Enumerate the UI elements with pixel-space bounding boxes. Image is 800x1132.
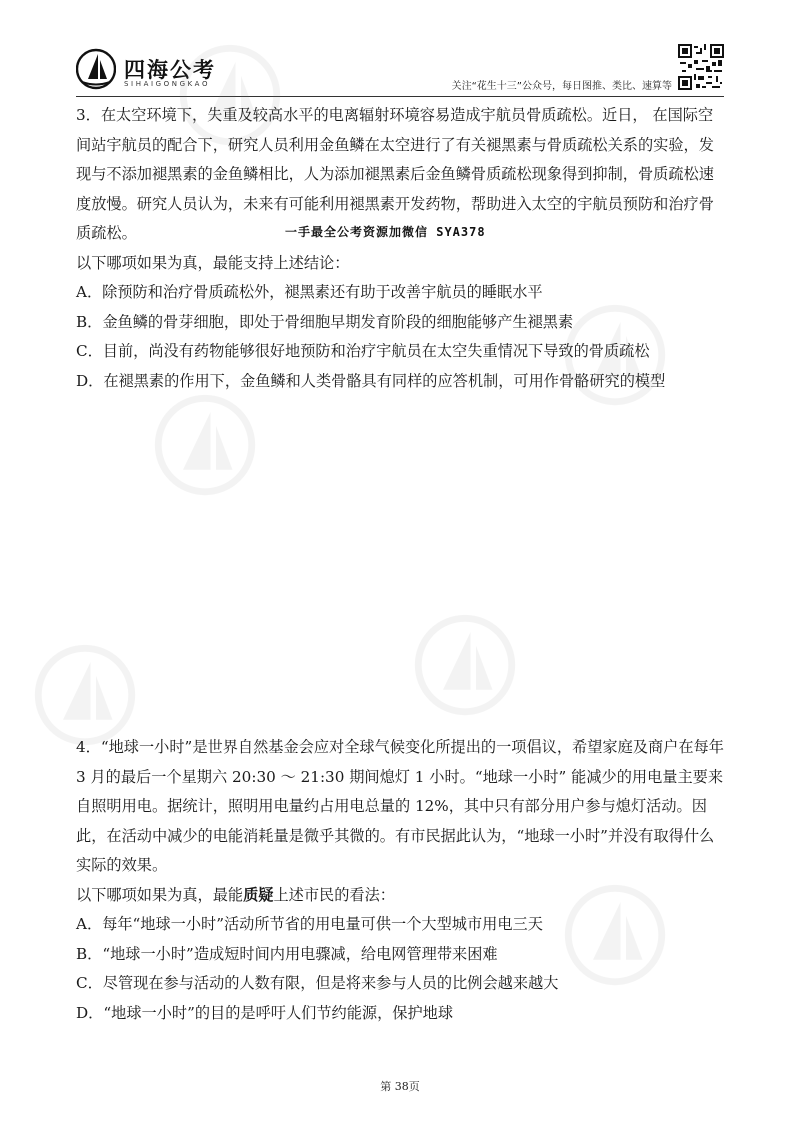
question-4: [76, 733, 726, 1028]
logo-subtitle: SIHAIGONGKAO: [124, 80, 211, 88]
page-number: 第 38页: [380, 1080, 420, 1093]
sail-logo-icon: [76, 46, 116, 92]
header-note: 关注“花生十三”公众号，每日图推、类比、速算等: [451, 81, 672, 92]
question-3-option-b: B．金鱼鳞的骨芽细胞，即处于骨细胞早期发育阶段的细胞能够产生褪黑素: [76, 312, 574, 331]
question-4-prompt: [76, 881, 726, 911]
watermark-logo-icon: [150, 390, 260, 500]
question-4-option-a: A．每年“地球一小时”活动所节省的用电量可供一个大型城市用电三天: [76, 915, 543, 933]
promo-text: 一手最全公考资源加微信 SYA378: [285, 225, 486, 239]
question-4-prompt-emphasis: 质疑: [243, 885, 274, 904]
question-3-prompt: 以下哪项如果为真，最能支持上述结论：: [76, 253, 350, 272]
question-4-option-c: C．尽管现在参与活动的人数有限，但是将来参与人员的比例会越来越大: [76, 974, 559, 992]
question-3: [76, 101, 726, 396]
logo-text: 四海公考: [124, 58, 216, 82]
question-3-option-a: A．除预防和治疗骨质疏松外，褪黑素还有助于改善宇航员的睡眠水平: [76, 283, 543, 301]
watermark-logo-icon: [410, 610, 520, 720]
header-rule: [76, 96, 724, 97]
question-4-prompt-before: 以下哪项如果为真，最能: [76, 885, 244, 904]
question-3-stem: 3．在太空环境下，失重及较高水平的电离辐射环境容易造成宇航员骨质疏松。近日， 在国际空间站宇航员的配合下，研究人员利用金鱼鳞在太空进行了有关褪黑素与骨质疏松关系的实验，发现与不添加褪黑素的金鱼鳞相比，人为添加褪黑素后金鱼鳞骨质疏松现象得到抑制，骨质疏松速度放慢。研究人员认为，未来有可能利用褪黑素开发药物，帮助进入太空的宇航员预防和治疗骨质疏松。: [76, 106, 714, 242]
question-4-option-d: D．“地球一小时”的目的是呼吁人们节约能源，保护地球: [76, 1003, 454, 1022]
question-4-stem: 4．“地球一小时”是世界自然基金会应对全球气候变化所提出的一项倡议，希望家庭及商户在每年 3 月的最后一个星期六 20:30 ～ 21:30 期间熄灯 1 小时。“地球一小时” 能减少的用电量主要来自照明用电。据统计，照明用电量约占用电总量的 12%，其中只有部分用户参与熄灯活动。因此，在活动中减少的电能消耗量是微乎其微的。有市民据此认为，“地球一小时”并没有取得什么实际的效果。: [76, 738, 724, 874]
question-3-option-d: D．在褪黑素的作用下，金鱼鳞和人类骨骼具有同样的应答机制，可用作骨骼研究的模型: [76, 371, 666, 390]
question-4-option-b: B．“地球一小时”造成短时间内用电骤减，给电网管理带来困难: [76, 944, 498, 963]
question-3-option-c: C．目前，尚没有药物能够很好地预防和治疗宇航员在太空失重情况下导致的骨质疏松: [76, 342, 650, 360]
question-4-prompt-after: 上述市民的看法：: [273, 885, 395, 904]
qr-code-icon: [678, 44, 724, 90]
page-header: [0, 0, 800, 100]
